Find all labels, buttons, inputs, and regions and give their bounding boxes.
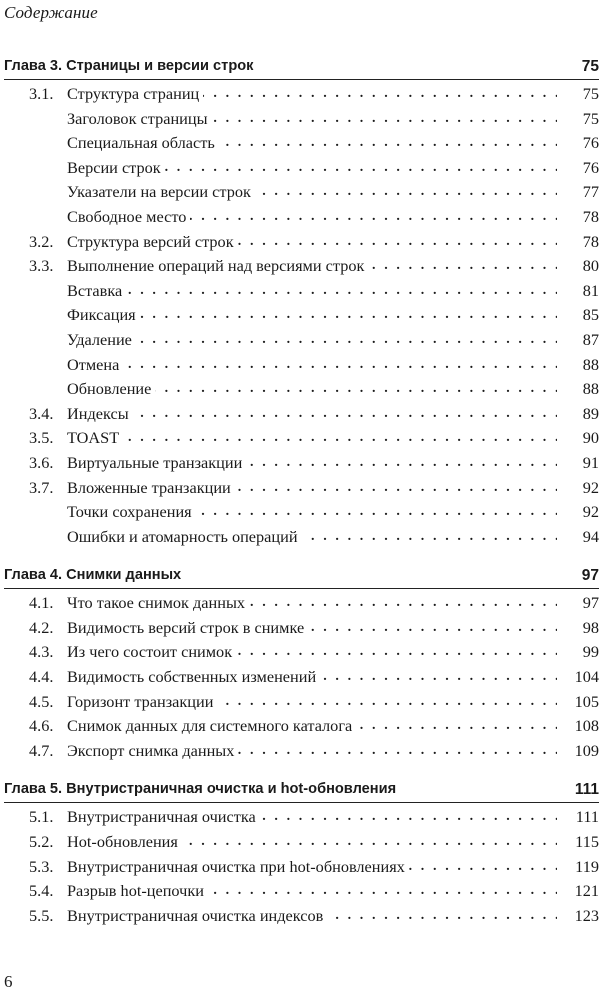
toc-subsection[interactable] xyxy=(0,156,603,181)
entry-title xyxy=(67,665,557,690)
entry-title-text: Что такое снимок данных xyxy=(67,593,249,612)
entry-title xyxy=(67,230,557,255)
page-number: 6 xyxy=(4,972,13,991)
entry-page-number: 81 xyxy=(579,279,599,304)
entry-page-number: 75 xyxy=(579,107,599,132)
toc-section[interactable] xyxy=(0,665,603,690)
section-number: 4.6. xyxy=(29,716,54,736)
toc-section[interactable] xyxy=(0,402,603,427)
entry-title xyxy=(67,156,557,181)
toc-section[interactable] xyxy=(0,591,603,616)
entry-title-text: Видимость собственных изменений xyxy=(67,667,320,686)
toc-section[interactable] xyxy=(0,739,603,764)
toc-chapter xyxy=(0,777,603,928)
entry-title-text: Выполнение операций над версиями строк xyxy=(67,256,368,275)
toc-subsection[interactable] xyxy=(0,303,603,328)
entry-title-text: Отмена xyxy=(67,355,123,374)
entry-page-number: 88 xyxy=(579,353,599,378)
entry-page-number: 78 xyxy=(579,205,599,230)
section-number: 5.5. xyxy=(29,905,54,925)
entry-title xyxy=(67,500,557,525)
entry-title xyxy=(67,180,557,205)
chapter-page-number: 111 xyxy=(571,777,599,802)
entry-title xyxy=(67,205,557,230)
section-number: 5.1. xyxy=(29,807,54,827)
entry-title xyxy=(67,739,557,764)
chapter-title xyxy=(4,777,543,802)
entry-title xyxy=(67,830,557,855)
toc-section[interactable] xyxy=(0,426,603,451)
entry-title xyxy=(67,303,557,328)
entry-page-number: 78 xyxy=(579,230,599,255)
entry-title-text: Индексы xyxy=(67,404,133,423)
toc-subsection[interactable] xyxy=(0,180,603,205)
toc-subsection[interactable] xyxy=(0,107,603,132)
entry-title-text: Внутристраничная очистка при hot-обновлениях xyxy=(67,857,409,876)
toc-subsection[interactable] xyxy=(0,500,603,525)
section-number: 3.2. xyxy=(29,231,54,251)
entry-page-number: 119 xyxy=(571,855,599,880)
entry-page-number: 75 xyxy=(579,82,599,107)
chapter-page-number: 97 xyxy=(578,563,599,588)
entry-page-number: 90 xyxy=(579,426,599,451)
entry-page-number: 109 xyxy=(571,739,599,764)
entry-title xyxy=(67,377,557,402)
section-number: 4.5. xyxy=(29,691,54,711)
entry-title-text: Специальная область xyxy=(67,133,219,152)
entry-title-text: Внутристраничная очистка xyxy=(67,807,260,826)
entry-title xyxy=(67,855,557,880)
entry-page-number: 92 xyxy=(579,500,599,525)
entry-title xyxy=(67,426,557,451)
entry-title xyxy=(67,353,557,378)
entry-title-text: Обновление xyxy=(67,379,155,398)
section-number: 3.5. xyxy=(29,428,54,448)
section-number: 4.2. xyxy=(29,617,54,637)
chapter-heading[interactable] xyxy=(0,563,603,588)
toc-section[interactable] xyxy=(0,830,603,855)
toc-chapter xyxy=(0,563,603,763)
entry-page-number: 111 xyxy=(572,805,599,830)
entry-title-text: Фиксация xyxy=(67,305,140,324)
entry-title xyxy=(67,82,557,107)
toc-subsection[interactable] xyxy=(0,279,603,304)
section-number: 3.1. xyxy=(29,84,54,103)
chapter-heading[interactable] xyxy=(0,54,603,79)
section-number: 3.7. xyxy=(29,477,54,497)
entry-title-text: Точки сохранения xyxy=(67,502,196,521)
toc-section[interactable] xyxy=(0,82,603,107)
toc-section[interactable] xyxy=(0,904,603,929)
entry-title-text: Горизонт транзакции xyxy=(67,692,217,711)
chapter-title-text: Глава 5. Внутристраничная очистка и hot-обновления xyxy=(4,781,400,797)
entry-page-number: 91 xyxy=(579,451,599,476)
toc-section[interactable] xyxy=(0,879,603,904)
entry-title-text: Внутристраничная очистка индексов xyxy=(67,906,327,925)
toc-section[interactable] xyxy=(0,690,603,715)
entry-title-text: Hot-обновления xyxy=(67,832,182,851)
section-number: 5.4. xyxy=(29,881,54,901)
entry-title-text: Разрыв hot-цепочки xyxy=(67,881,208,900)
entry-title xyxy=(67,640,557,665)
toc-subsection[interactable] xyxy=(0,353,603,378)
entry-title-text: Ошибки и атомарность операций xyxy=(67,527,302,546)
entry-page-number: 104 xyxy=(571,665,599,690)
entry-page-number: 99 xyxy=(579,640,599,665)
toc-section[interactable] xyxy=(0,640,603,665)
chapter-heading[interactable] xyxy=(0,777,603,802)
entry-page-number: 123 xyxy=(571,904,599,929)
section-number: 4.1. xyxy=(29,593,54,613)
chapter-title-text: Глава 4. Снимки данных xyxy=(4,567,185,583)
entry-title xyxy=(67,879,557,904)
entry-title xyxy=(67,131,557,156)
toc-section[interactable] xyxy=(0,476,603,501)
entry-title-text: Виртуальные транзакции xyxy=(67,453,246,472)
section-number: 4.7. xyxy=(29,740,54,760)
entry-title xyxy=(67,616,557,641)
entry-title-text: Структура страниц xyxy=(67,84,203,103)
entry-page-number: 108 xyxy=(571,714,599,739)
entry-title xyxy=(67,254,557,279)
chapter-page-number: 75 xyxy=(578,54,599,79)
entry-title-text: Снимок данных для системного каталога xyxy=(67,716,356,735)
entry-page-number: 92 xyxy=(579,476,599,501)
entry-title xyxy=(67,107,557,132)
chapter-rule xyxy=(4,588,599,589)
entry-title-text: Свободное место xyxy=(67,207,190,226)
toc-section[interactable] xyxy=(0,616,603,641)
entry-title xyxy=(67,525,557,550)
entry-page-number: 77 xyxy=(579,180,599,205)
toc-section[interactable] xyxy=(0,254,603,279)
running-header: Содержание xyxy=(4,3,98,22)
toc-chapter xyxy=(0,54,603,549)
entry-title-text: Экспорт снимка данных xyxy=(67,741,238,760)
entry-title-text: Указатели на версии строк xyxy=(67,182,255,201)
entry-page-number: 80 xyxy=(579,254,599,279)
chapter-title-text: Глава 3. Страницы и версии строк xyxy=(4,58,257,74)
entry-title-text: TOAST xyxy=(67,428,123,447)
entry-page-number: 94 xyxy=(579,525,599,550)
section-number: 5.2. xyxy=(29,832,54,852)
entry-title xyxy=(67,451,557,476)
toc-subsection[interactable] xyxy=(0,377,603,402)
toc-section[interactable] xyxy=(0,805,603,830)
entry-page-number: 97 xyxy=(579,591,599,616)
entry-page-number: 88 xyxy=(579,377,599,402)
toc-subsection[interactable] xyxy=(0,328,603,353)
toc-section[interactable] xyxy=(0,230,603,255)
entry-title-text: Версии строк xyxy=(67,158,165,177)
entry-title xyxy=(67,328,557,353)
section-number: 5.3. xyxy=(29,856,54,876)
toc-section[interactable] xyxy=(0,855,603,880)
entry-page-number: 76 xyxy=(579,156,599,181)
entry-title-text: Вставка xyxy=(67,281,126,300)
table-of-contents xyxy=(0,54,603,942)
entry-page-number: 121 xyxy=(571,879,599,904)
entry-title xyxy=(67,279,557,304)
entry-title xyxy=(67,591,557,616)
entry-page-number: 89 xyxy=(579,402,599,427)
entry-title-text: Вложенные транзакции xyxy=(67,478,235,497)
entry-title xyxy=(67,904,557,929)
entry-page-number: 98 xyxy=(579,616,599,641)
toc-subsection[interactable] xyxy=(0,205,603,230)
section-number: 3.4. xyxy=(29,403,54,423)
entry-page-number: 87 xyxy=(579,328,599,353)
chapter-title xyxy=(4,54,543,79)
toc-subsection[interactable] xyxy=(0,131,603,156)
entry-title-text: Из чего состоит снимок xyxy=(67,642,236,661)
entry-page-number: 105 xyxy=(571,690,599,715)
toc-subsection[interactable] xyxy=(0,525,603,550)
chapter-rule xyxy=(4,79,599,80)
chapter-title xyxy=(4,563,543,588)
section-number: 4.4. xyxy=(29,667,54,687)
entry-title xyxy=(67,805,557,830)
entry-title xyxy=(67,714,557,739)
toc-section[interactable] xyxy=(0,451,603,476)
toc-section[interactable] xyxy=(0,714,603,739)
entry-title xyxy=(67,402,557,427)
entry-page-number: 85 xyxy=(579,303,599,328)
entry-title xyxy=(67,476,557,501)
entry-title-text: Удаление xyxy=(67,330,136,349)
section-number: 4.3. xyxy=(29,642,54,662)
entry-page-number: 76 xyxy=(579,131,599,156)
entry-page-number: 115 xyxy=(571,830,599,855)
chapter-rule xyxy=(4,802,599,803)
entry-title-text: Заголовок страницы xyxy=(67,109,212,128)
entry-title-text: Видимость версий строк в снимке xyxy=(67,618,308,637)
section-number: 3.6. xyxy=(29,452,54,472)
entry-title xyxy=(67,690,557,715)
entry-title-text: Структура версий строк xyxy=(67,232,238,251)
section-number: 3.3. xyxy=(29,256,54,276)
